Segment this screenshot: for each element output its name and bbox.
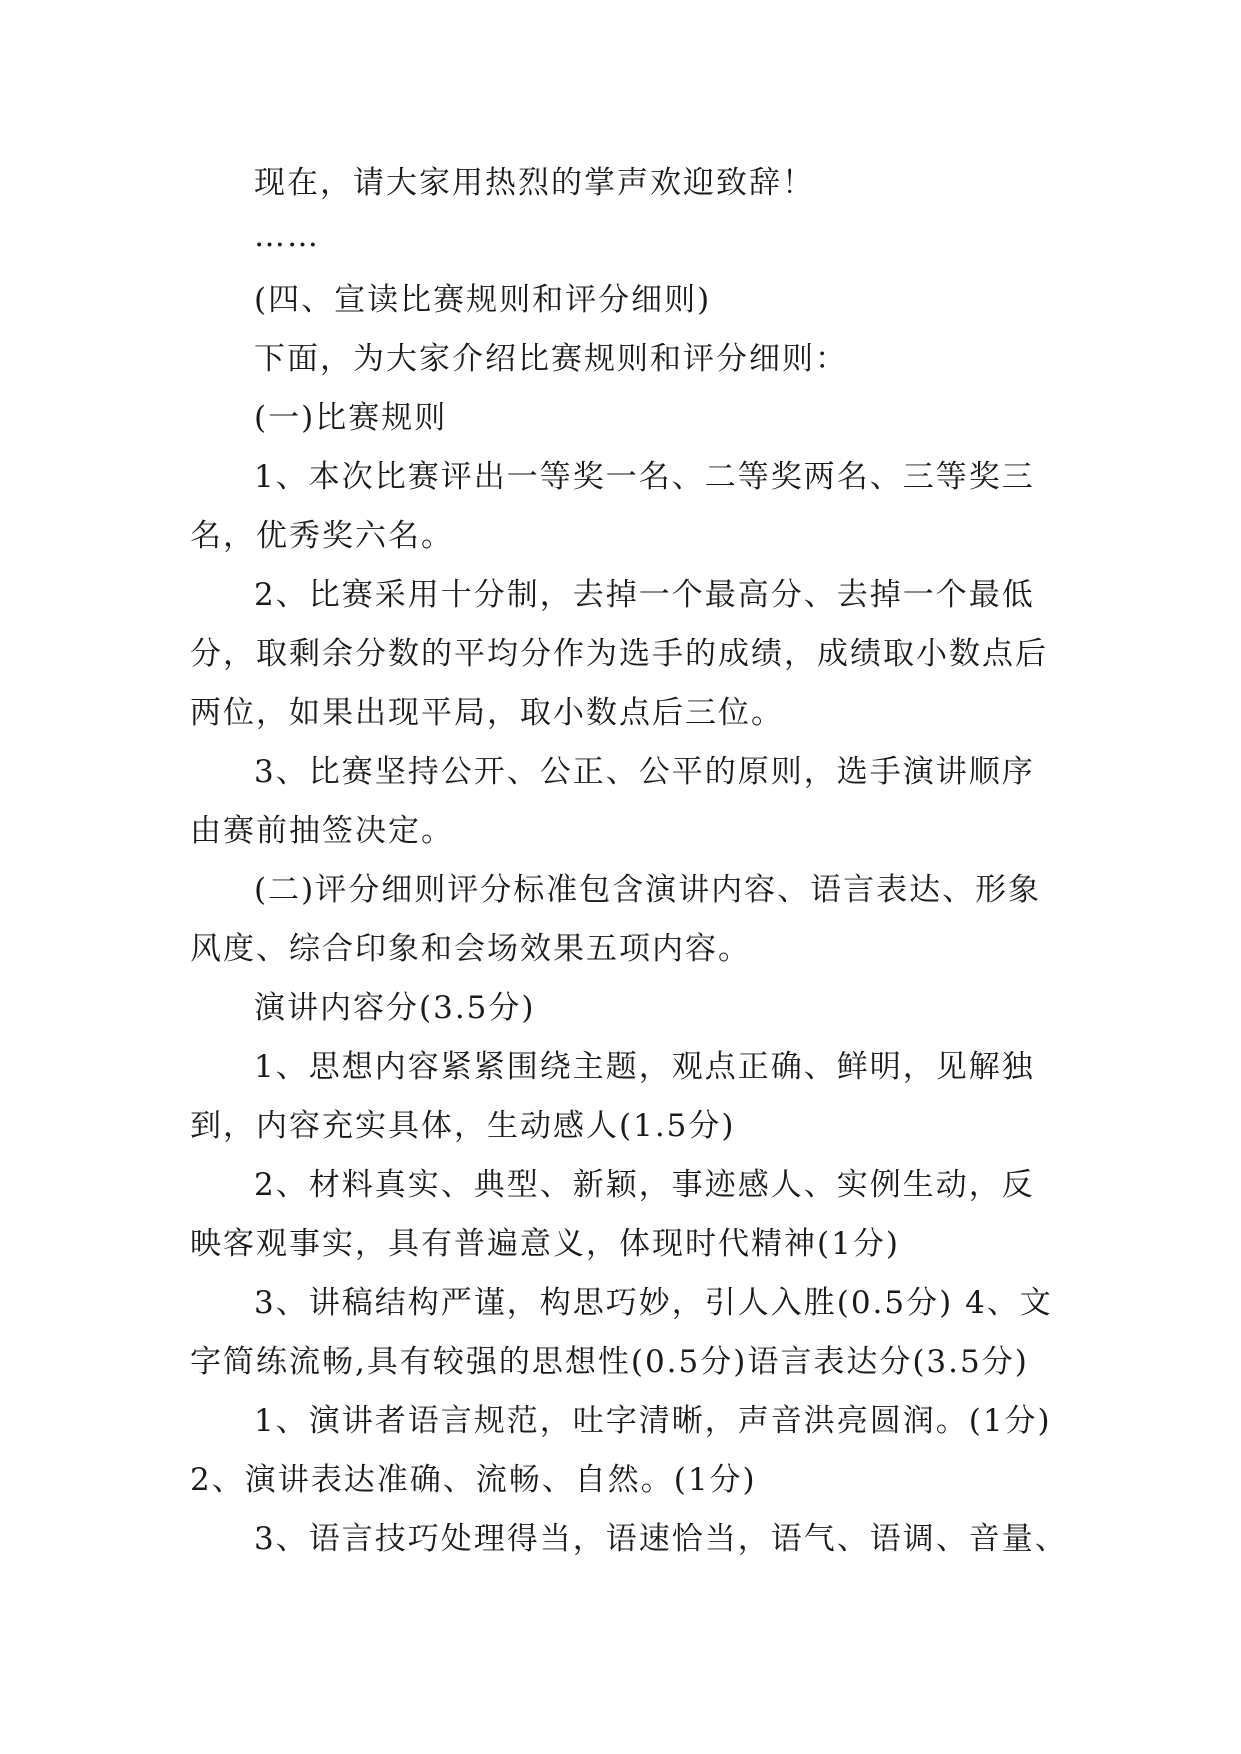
text-line-18: 2、材料真实、典型、新颖，事迹感人、实例生动，反 — [254, 1167, 1035, 1203]
text-line-7: 名，优秀奖六名。 — [190, 518, 454, 554]
text-line-6: 1、本次比赛评出一等奖一名、二等奖两名、三等奖三 — [254, 459, 1035, 495]
text-line-20: 3、讲稿结构严谨，构思巧妙，引人入胜(0.5分) 4、文 — [254, 1285, 1053, 1321]
text-line-17: 到，内容充实具体，生动感人(1.5分) — [190, 1108, 736, 1144]
text-line-8: 2、比赛采用十分制，去掉一个最高分、去掉一个最低 — [254, 577, 1035, 613]
text-line-9: 分，取剩余分数的平均分作为选手的成绩，成绩取小数点后 — [190, 636, 1048, 672]
text-line-23: 2、演讲表达准确、流畅、自然。(1分) — [190, 1462, 757, 1498]
text-line-4: 下面，为大家介绍比赛规则和评分细则： — [254, 341, 848, 377]
text-line-19: 映客观事实，具有普遍意义，体现时代精神(1分) — [190, 1226, 900, 1262]
text-line-24: 3、语言技巧处理得当，语速恰当，语气、语调、音量、 — [254, 1521, 1068, 1557]
text-line-21: 字简练流畅,具有较强的思想性(0.5分)语言表达分(3.5分) — [190, 1344, 1029, 1380]
text-line-3: (四、宣读比赛规则和评分细则) — [254, 282, 712, 318]
text-line-5: (一)比赛规则 — [254, 400, 448, 436]
text-line-1: 现在，请大家用热烈的掌声欢迎致辞！ — [254, 165, 815, 201]
text-line-15: 演讲内容分(3.5分) — [254, 990, 536, 1026]
text-line-16: 1、思想内容紧紧围绕主题，观点正确、鲜明，见解独 — [254, 1049, 1035, 1085]
text-line-10: 两位，如果出现平局，取小数点后三位。 — [190, 695, 784, 731]
text-line-14: 风度、综合印象和会场效果五项内容。 — [190, 931, 751, 967]
text-line-22: 1、演讲者语言规范，吐字清晰，声音洪亮圆润。(1分) — [254, 1403, 1052, 1439]
text-line-12: 由赛前抽签决定。 — [190, 813, 454, 849]
text-line-11: 3、比赛坚持公开、公正、公平的原则，选手演讲顺序 — [254, 754, 1035, 790]
text-line-13: (二)评分细则评分标准包含演讲内容、语言表达、形象 — [254, 872, 1042, 908]
text-line-2: …… — [254, 218, 320, 254]
